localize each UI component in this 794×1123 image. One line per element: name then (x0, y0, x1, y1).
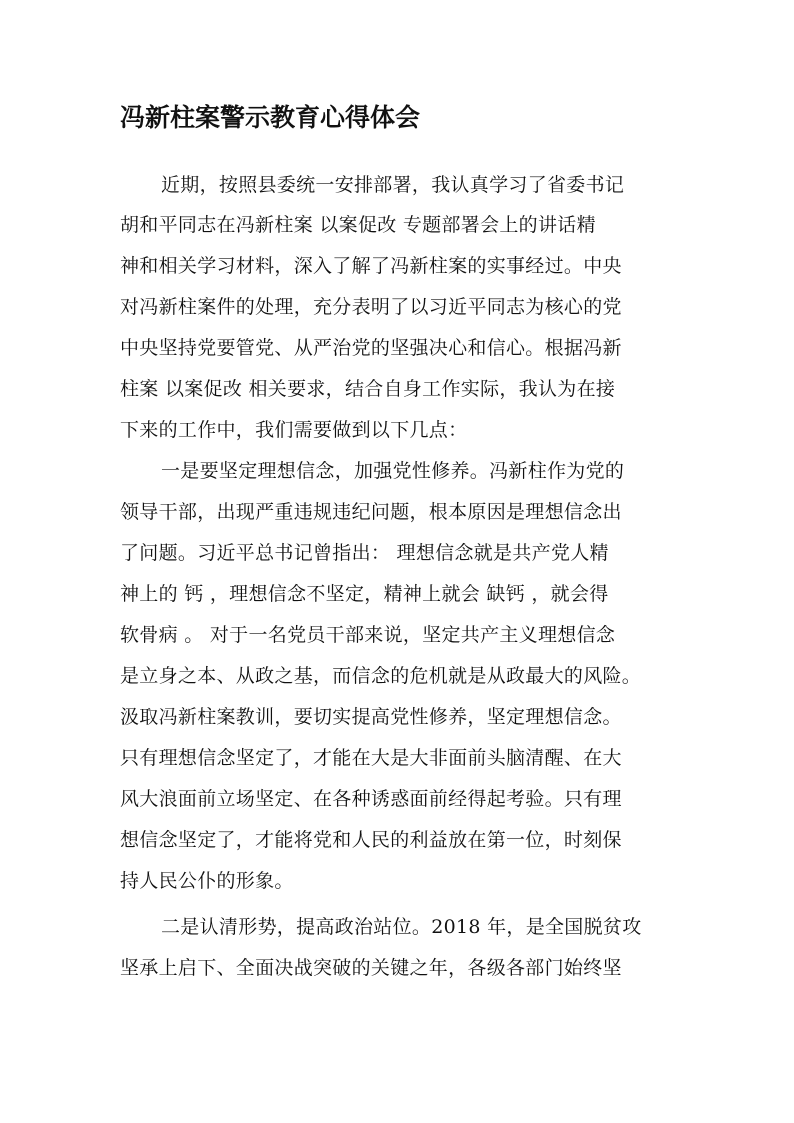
paragraph-2-line-11: 持人民公仆的形象。 (120, 870, 294, 892)
paragraph-1-line-3: 神和相关学习材料，深入了解了冯新柱案的实事经过。中央 (120, 255, 622, 277)
paragraph-2-line-8: 只有理想信念坚定了，才能在大是大非面前头脑清醒、在大 (120, 747, 622, 769)
paragraph-1-line-2: 胡和平同志在冯新柱案 以案促改 专题部署会上的讲话精 (120, 214, 596, 236)
paragraph-3-line-2: 坚承上启下、全面决战突破的关键之年，各级各部门始终坚 (120, 957, 622, 979)
paragraph-1-line-7: 下来的工作中，我们需要做到以下几点： (120, 419, 468, 441)
paragraph-2-line-4: 神上的 钙 ，理想信念不坚定，精神上就会 缺钙 ，就会得 (120, 583, 609, 605)
paragraph-2-line-3: 了问题。习近平总书记曾指出： 理想信念就是共产党人精 (120, 542, 609, 564)
paragraph-2-line-1: 一是要坚定理想信念，加强党性修养。冯新柱作为党的 (161, 460, 625, 482)
paragraph-2-line-5: 软骨病 。 对于一名党员干部来说，坚定共产主义理想信念 (120, 624, 616, 646)
document-title: 冯新柱案警示教育心得体会 (120, 103, 421, 132)
paragraph-3-line-1: 二是认清形势，提高政治站位。2018 年，是全国脱贫攻 (161, 916, 642, 938)
paragraph-2-line-6: 是立身之本、从政之基，而信念的危机就是从政最大的风险。 (120, 665, 642, 687)
paragraph-1-line-5: 中央坚持党要管党、从严治党的坚强决心和信心。根据冯新 (120, 337, 622, 359)
paragraph-2-line-9: 风大浪面前立场坚定、在各种诱惑面前经得起考验。只有理 (120, 788, 622, 810)
paragraph-2-line-10: 想信念坚定了，才能将党和人民的利益放在第一位，时刻保 (120, 829, 622, 851)
paragraph-1-line-6: 柱案 以案促改 相关要求，结合自身工作实际，我认为在接 (120, 378, 616, 400)
paragraph-1-line-4: 对冯新柱案件的处理，充分表明了以习近平同志为核心的党 (120, 296, 622, 318)
paragraph-2-line-7: 汲取冯新柱案教训，要切实提高党性修养，坚定理想信念。 (120, 706, 622, 728)
paragraph-1-line-1: 近期，按照县委统一安排部署，我认真学习了省委书记 (161, 174, 625, 196)
paragraph-2-line-2: 领导干部，出现严重违规违纪问题，根本原因是理想信念出 (120, 501, 622, 523)
